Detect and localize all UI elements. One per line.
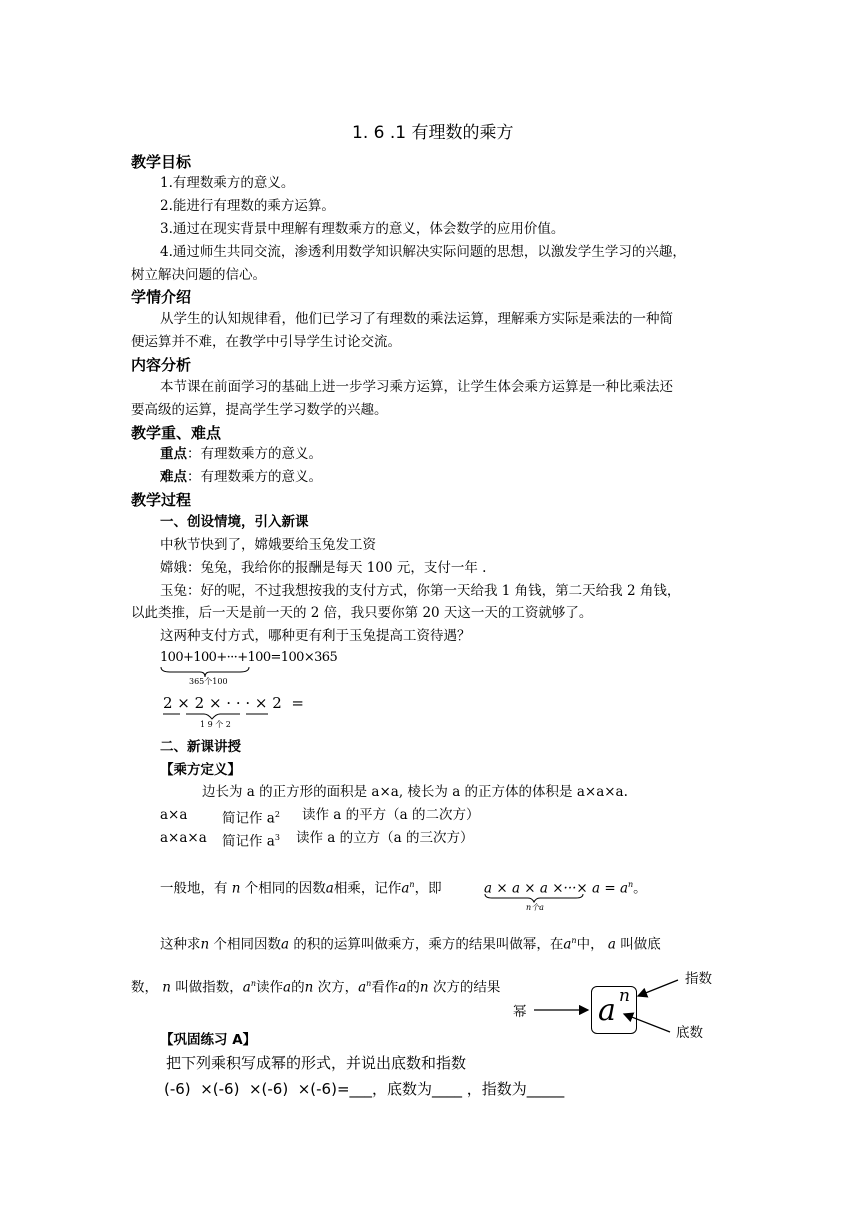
key-text: ：有理数乘方的意义。 xyxy=(187,446,322,462)
power-text: 看作 xyxy=(371,979,399,996)
power-definition-line1 xyxy=(160,930,661,956)
var-a: a xyxy=(398,979,407,996)
var-a: a xyxy=(563,936,572,953)
diagram-base: a xyxy=(598,993,616,1028)
cube-note-text: 简记作 a xyxy=(222,833,275,850)
var-n: n xyxy=(162,979,171,996)
general-brace-label: n个a xyxy=(526,903,544,912)
square-reading: 读作 a 的平方（a 的二次方） xyxy=(302,807,480,823)
var-n: n xyxy=(419,979,429,996)
story-line: 以此类推，后一天是前一天的 2 倍，我只要你第 20 天这一天的工资就够了。 xyxy=(131,605,593,621)
section-heading-goals: 教学目标 xyxy=(131,153,192,171)
diagram-base-label: 底数 xyxy=(676,1025,703,1041)
power-text: 的积的运算叫做乘方，乘方的结果叫做幂，在 xyxy=(293,936,564,953)
general-result: = a xyxy=(604,880,629,897)
square-notation xyxy=(222,804,280,830)
cube-reading: 读作 a 的立方（a 的三次方） xyxy=(296,830,474,846)
section-heading-students: 学情介绍 xyxy=(131,288,192,306)
power-text: 次方的结果 xyxy=(432,979,501,996)
formula-brace-label: 365个100 xyxy=(189,677,228,686)
cube-exponent: 3 xyxy=(274,833,280,842)
var-a: a xyxy=(283,979,292,996)
cube-notation xyxy=(222,827,280,853)
power-text: 叫做底 xyxy=(620,936,661,953)
var-n-exponent: n xyxy=(250,979,257,988)
power-text: 个相同因数 xyxy=(213,936,281,953)
var-n: n xyxy=(304,979,314,996)
var-a: a xyxy=(325,880,334,897)
var-a: a xyxy=(401,880,410,897)
power-text: 次方， xyxy=(317,979,359,996)
var-a: a xyxy=(242,979,251,996)
square-exponent: 2 xyxy=(274,810,280,819)
section-heading-keypoints: 教学重、难点 xyxy=(131,424,222,442)
formula-daily-pay: 100+100+···+100=100×365 xyxy=(160,650,338,665)
difficult-point xyxy=(160,466,322,488)
general-text: 相乘，记作 xyxy=(333,880,402,897)
power-text: 读作 xyxy=(256,979,284,996)
diagram-exponent: n xyxy=(619,986,630,1006)
section-heading-process: 教学过程 xyxy=(131,491,192,509)
var-n: n xyxy=(231,880,241,897)
power-text: 数， xyxy=(131,979,158,996)
story-line: 嫦娥：兔兔，我给你的报酬是每天 100 元，支付一年 . xyxy=(160,560,487,576)
var-a: a xyxy=(358,979,367,996)
difficult-text: ：有理数乘方的意义。 xyxy=(187,469,322,485)
content-line: 要高级的运算，提高学生学习数学的兴趣。 xyxy=(131,402,388,418)
goal-item: 2.能进行有理数的乘方运算。 xyxy=(160,198,335,214)
square-expression: a×a xyxy=(160,807,188,823)
power-definition-line2 xyxy=(131,973,500,999)
formula-doubling: 2 × 2 × · · · × 2 = xyxy=(163,694,304,712)
story-line: 玉兔：好的呢，不过我想按我的支付方式，你第一天给我 1 角钱，第二天给我 2 角钱， xyxy=(160,583,681,599)
section-heading-content: 内容分析 xyxy=(131,356,192,374)
diagram-arrows-icon xyxy=(530,970,690,1040)
var-a: a xyxy=(281,936,290,953)
general-text: ，即 xyxy=(414,880,442,897)
content-line: 本节课在前面学习的基础上进一步学习乘方运算，让学生体会乘方运算是一种比乘法还 xyxy=(160,379,673,395)
cube-expression: a×a×a xyxy=(160,830,207,846)
var-n-exponent: n xyxy=(409,880,415,889)
var-n: n xyxy=(200,936,210,953)
key-point xyxy=(160,443,322,465)
general-definition xyxy=(160,874,442,900)
definition-heading: 【乘方定义】 xyxy=(160,762,241,778)
practice-heading: 【巩固练习 A】 xyxy=(160,1032,257,1048)
goal-item: 1.有理数乘方的意义。 xyxy=(160,175,295,191)
goal-item: 4.通过师生共同交流，渗透利用数学知识解决实际问题的思想，以激发学生学习的兴趣， xyxy=(160,244,686,260)
general-end: 。 xyxy=(633,880,647,897)
power-text: 的 xyxy=(291,979,305,996)
difficult-label: 难点 xyxy=(160,469,187,485)
goal-item: 3.通过在现实背景中理解有理数乘方的意义，体会数学的应用价值。 xyxy=(160,221,565,237)
page-title: 1. 6 .1 有理数的乘方 xyxy=(352,123,514,143)
general-product: a × a × a ×···× a xyxy=(484,880,601,897)
definition-line: 边长为 a 的正方形的面积是 a×a, 棱长为 a 的正方体的体积是 a×a×a. xyxy=(202,784,628,800)
part1-heading: 一、创设情境，引入新课 xyxy=(160,514,309,530)
power-text: 叫做指数， xyxy=(175,979,243,996)
var-n-exponent: n xyxy=(571,936,577,945)
var-n-exponent: n xyxy=(366,979,372,988)
diagram-power-label: 幂 xyxy=(513,1004,527,1020)
practice-question: (-6) ×(-6) ×(-6) ×(-6)=___，底数为____ ，指数为_____ xyxy=(164,1080,565,1098)
key-label: 重点 xyxy=(160,446,187,462)
story-line: 中秋节快到了，嫦娥要给玉兔发工资 xyxy=(160,537,376,553)
story-question: 这两种支付方式，哪种更有利于玉兔提高工资待遇？ xyxy=(160,628,471,644)
power-text: 这种求 xyxy=(160,936,201,953)
general-text: 一般地，有 xyxy=(160,880,228,897)
var-a: a xyxy=(607,936,616,953)
square-note-text: 简记作 a xyxy=(222,810,275,827)
power-text: 的 xyxy=(406,979,420,996)
general-result-exponent: n xyxy=(628,880,634,889)
formula-brace-label: 1 9 个 2 xyxy=(200,720,231,729)
goal-item-continued: 树立解决问题的信心。 xyxy=(131,267,266,283)
part2-heading: 二、新课讲授 xyxy=(160,739,241,755)
students-line: 便运算并不难，在教学中引导学生讨论交流。 xyxy=(131,334,401,350)
general-text: 个相同的因数 xyxy=(244,880,326,897)
power-text: 中， xyxy=(576,936,604,953)
students-line: 从学生的认知规律看，他们已学习了有理数的乘法运算，理解乘方实际是乘法的一种简 xyxy=(160,311,673,327)
diagram-exponent-label: 指数 xyxy=(685,971,712,987)
practice-instruction: 把下列乘积写成幂的形式，并说出底数和指数 xyxy=(166,1054,467,1072)
